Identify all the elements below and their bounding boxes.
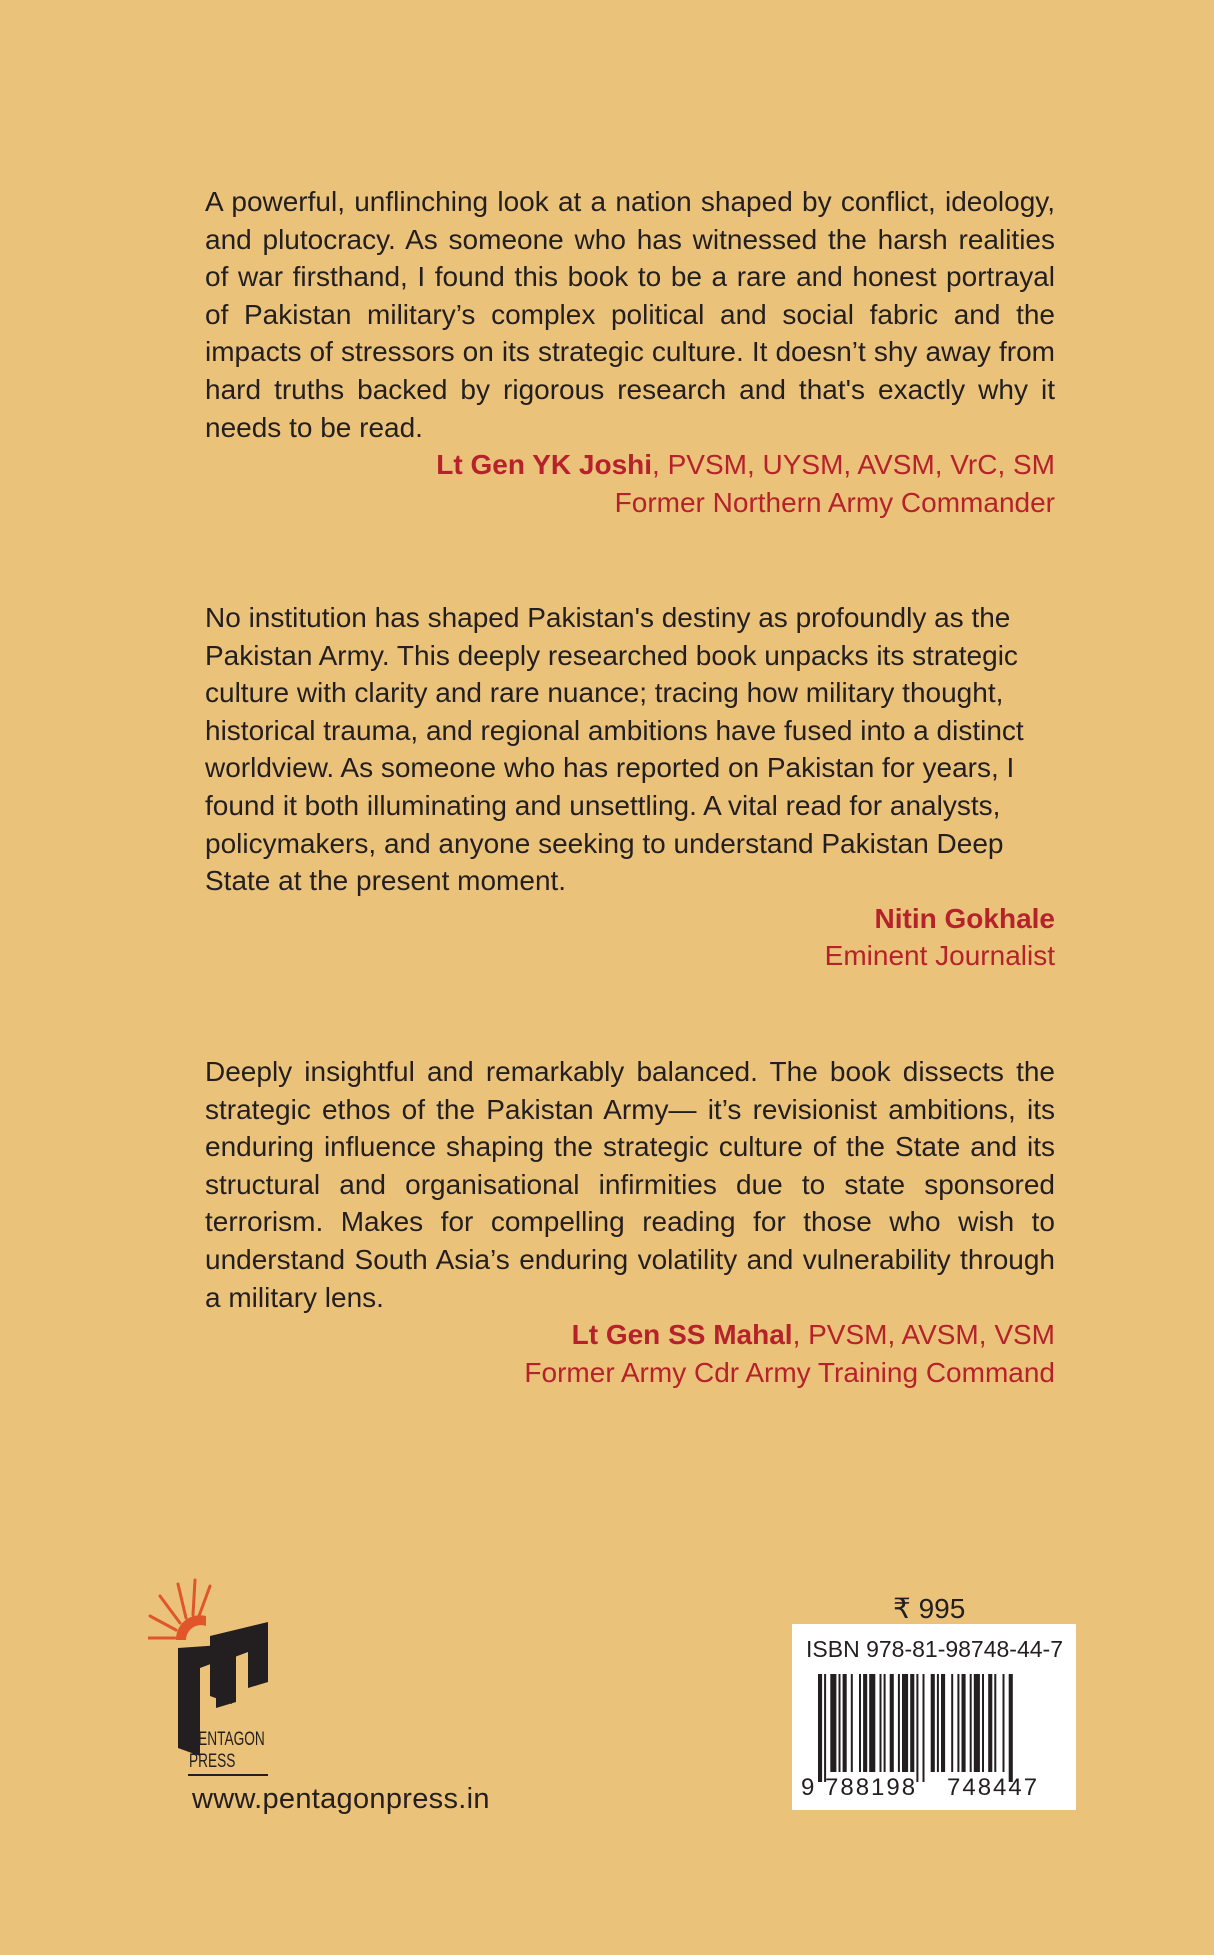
author-role: Former Northern Army Commander [614,486,1055,518]
barcode-bar [916,1674,918,1782]
logo-divider [188,1774,268,1776]
barcode-bar [830,1674,836,1772]
author-role: Former Army Cdr Army Training Command [524,1356,1055,1388]
endorsement-1 [205,183,1055,521]
barcode-bar [818,1674,822,1782]
barcode-bar [880,1674,882,1772]
isbn-label: ISBN 978-81-98748-44-7 [806,1636,1063,1662]
author-honours: , PVSM, AVSM, VSM [792,1319,1055,1351]
author-name: Lt Gen SS Mahal [571,1319,793,1351]
barcode-bar [898,1674,900,1772]
barcode-bar [890,1674,894,1772]
barcode-bar [951,1674,953,1772]
author-role: Eminent Journalist [824,940,1055,972]
barcode-bar [910,1674,914,1772]
barcode-bar [982,1674,984,1772]
barcode-bar [937,1674,939,1772]
barcode-bar [884,1674,886,1772]
endorsement-author [205,1316,1055,1354]
author-honours: , PVSM, UYSM, AVSM, VrC, SM [652,449,1055,481]
endorsement-text: Deeply insightful and remarkably balanced. The book dissects the strategic ethos of the Pakistan Army— it’s revisionist ambitions, its enduring influence shaping the strategic culture of the State and its structural and organisational infirmities due to state sponsored terrorism. Makes for compelling reading for those who wish to understand South Asia’s enduring volatility and vulnerability through a military lens. [205,1056,1055,1313]
barcode-bar [869,1674,875,1772]
barcode-bar [957,1674,959,1772]
endorsement-2 [205,599,1055,975]
barcode-bar [1009,1674,1013,1782]
endorsement-author [205,446,1055,484]
barcode-bar [988,1674,992,1772]
barcode-bar [941,1674,945,1772]
barcode-bar [863,1674,867,1772]
barcode-bar [931,1674,935,1772]
publisher-website: www.pentagonpress.in [192,1783,490,1815]
barcode-bar [994,1674,996,1772]
barcode-bar [1003,1674,1005,1772]
barcode-bar [974,1674,980,1772]
barcode-bar [839,1674,841,1772]
barcode-digit-lead: 9 [801,1774,815,1801]
author-name: Nitin Gokhale [874,902,1055,934]
barcode-bar [923,1674,925,1782]
barcode-bar [859,1674,861,1772]
price-label: ₹ 995 [893,1593,966,1624]
logo-label-line1: PENTAGON [189,1729,265,1750]
endorsement-3 [205,1053,1055,1391]
endorsement-author [205,900,1055,938]
barcode-bar [843,1674,847,1772]
barcode-bar [902,1674,908,1772]
barcode-bar [962,1674,966,1772]
barcode-bar [851,1674,853,1772]
barcode-bar [970,1674,972,1772]
barcode-bar [824,1674,826,1782]
endorsement-text: A powerful, unflinching look at a nation shaped by conflict, ideology, and plutocracy. As someone who has witnessed the harsh realities of war firsthand, I found this book to be a rare and honest portrayal of Pakistan military’s complex political and social fabric and the impacts of stressors on its strategic culture. It doesn’t shy away from hard truths backed by rigorous research and that's exactly why it needs to be read. [205,186,1055,443]
author-name: Lt Gen YK Joshi [436,449,653,481]
endorsement-text: No institution has shaped Pakistan's destiny as profoundly as the Pakistan Army. This deeply researched book unpacks its strategic culture with clarity and rare nuance; tracing how military thought, historical trauma, and regional ambitions have fused into a distinct worldview. As someone who has reported on Pakistan for years, I found it both illuminating and unsettling. A vital read for analysts, policymakers, and anyone seeking to understand Pakistan Deep State at the present moment. [205,602,1024,897]
barcode-digits-group2: 748447 [947,1774,1040,1801]
isbn-barcode-panel [792,1624,1076,1810]
barcode-digits-group1: 788198 [825,1774,918,1801]
logo-label-line2: PRESS [189,1751,236,1772]
